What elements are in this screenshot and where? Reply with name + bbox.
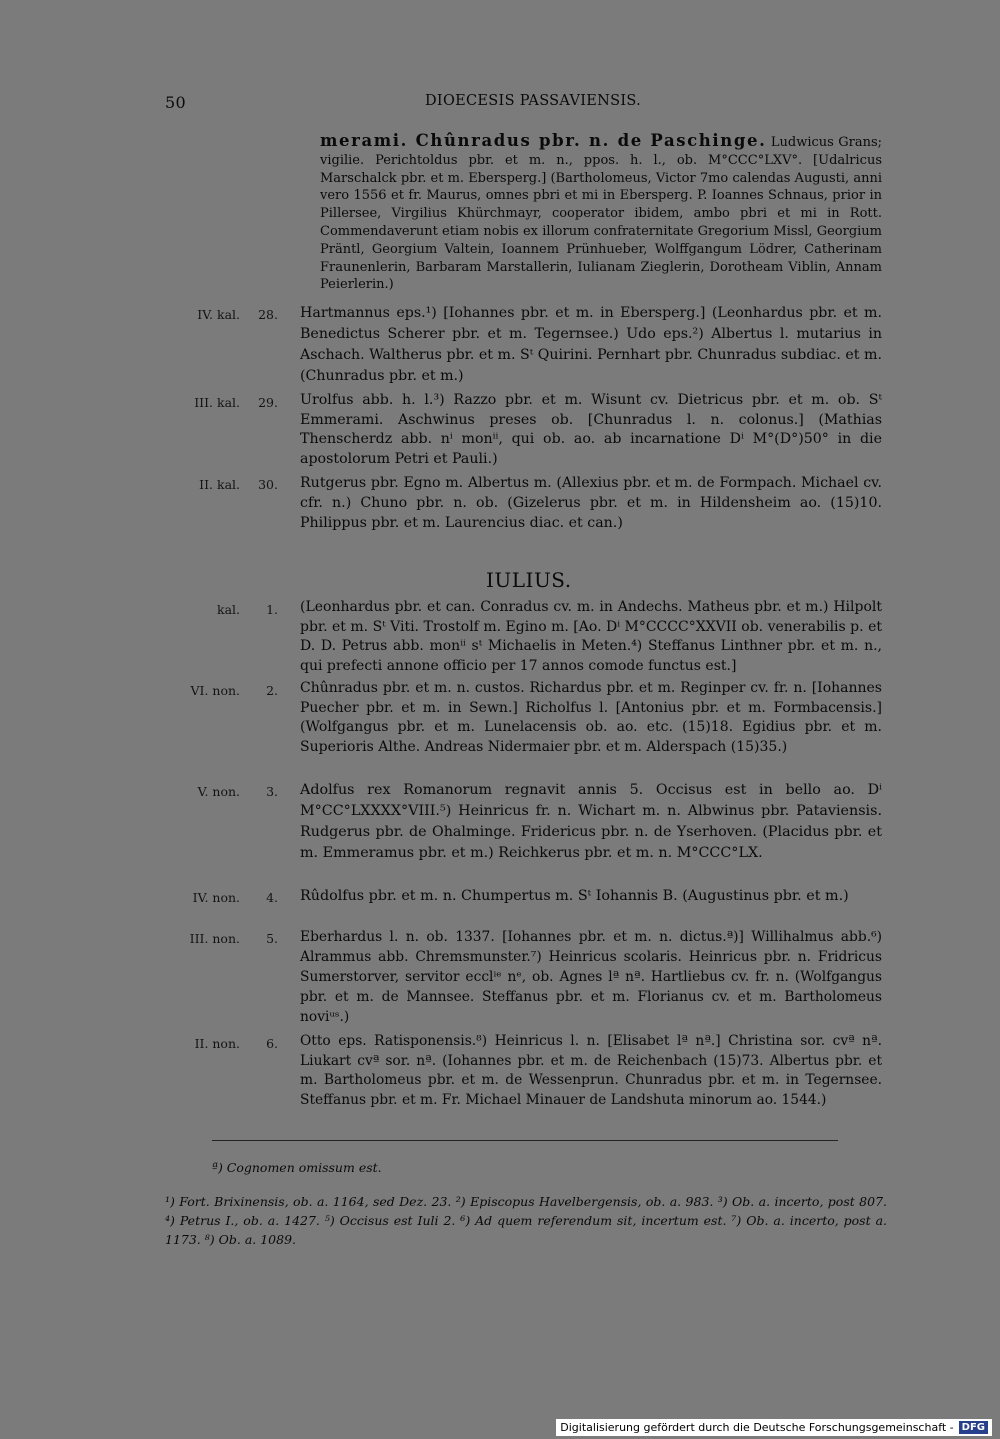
entry-number: 6. <box>266 1036 278 1051</box>
digitization-note: Digitalisierung gefördert durch die Deutsche Forschungsgemeinschaft - <box>560 1421 954 1434</box>
entry-number: 28. <box>258 307 278 322</box>
footnote-letter: ª) Cognomen omissum est. <box>212 1160 382 1175</box>
continuation-body: Ludwicus Grans; vigilie. Perichtoldus pbr. et m. n., ppos. h. l., ob. M°CCC°LXV°. [Udalricus Marschalck pbr. et m. Ebersperg.] (Bartholomeus, Victor 7mo calendas Augusti, anni vero 1556 et fr. Maurus, omnes pbri et mi in Ebersperg. P. Ioannes Schnaus, prior in Pillersee, Virgilius Khürchmayr, cooperator ibidem, ambo pbri et mi in Rott. Commendaverunt etiam nobis ex illorum confraternitate Gregorium Missl, Georgium Präntl, Georgium Valtein, Ioannem Prünhueber, Wolffgangum Lödrer, Catherinam Fraunenlerin, Barbaram Marstallerin, Iulianam Zieglerin, Dorotheam Viblin, Annam Peierlerin.) <box>320 135 882 293</box>
entry-number: 1. <box>266 602 278 617</box>
entry-day: kal. <box>217 602 240 617</box>
continuation-entry <box>320 132 882 294</box>
calendar-entry: Rutgerus pbr. Egno m. Albertus m. (Allexius pbr. et m. de Formpach. Michael cv. cfr. n.) Chuno pbr. n. ob. (Gizelerus pbr. et m. in Hildensheim ao. (15)10. Philippus pbr. et m. Laurencius diac. et can.) <box>300 475 882 531</box>
entry-day: III. non. <box>189 931 240 946</box>
section-title: IULIUS. <box>486 568 572 592</box>
entry-day: V. non. <box>197 784 240 799</box>
calendar-entry: Rûdolfus pbr. et m. n. Chumpertus m. Sᵗ Iohannis B. (Augustinus pbr. et m.) <box>300 888 849 904</box>
running-head: DIOECESIS PASSAVIENSIS. <box>425 93 642 109</box>
entry-number: 3. <box>266 784 278 799</box>
entry-number: 30. <box>258 477 278 492</box>
calendar-entry: Adolfus rex Romanorum regnavit annis 5. Occisus est in bello ao. Dⁱ M°CC°LXXXX°VIII.⁵) Heinricus fr. n. Wichart m. n. Albwinus pbr. Pataviensis. Rudgerus pbr. de Ohalminge. Fridericus pbr. n. de Yserhoven. (Placidus pbr. et m. Emmeramus pbr. et m.) Reichkerus pbr. et m. n. M°CCC°LX. <box>300 782 882 861</box>
continuation-lead: merami. Chûnradus pbr. n. de Paschinge. <box>320 131 767 150</box>
calendar-entry: Chûnradus pbr. et m. n. custos. Richardus pbr. et m. Reginper cv. fr. n. [Iohannes Puecher pbr. et m. in Sewn.] Richolfus l. [Antonius pbr. et m. Formbacensis.] (Wolfgangus pbr. et m. Lunelacensis ob. ao. etc. (15)18. Egidius pbr. et m. Superioris Althe. Andreas Nidermaier pbr. et m. Alderspach (15)35.) <box>300 680 882 755</box>
page-number: 50 <box>165 93 186 112</box>
calendar-entry: Urolfus abb. h. l.³) Razzo pbr. et m. Wisunt cv. Dietricus pbr. et m. ob. Sᵗ Emmerami. Aschwinus preses ob. [Chunradus l. n. colonus.] (Mathias Thenscherdz abb. nⁱ monⁱⁱ, qui ob. ao. ab incarnatione Dⁱ M°(D°)50° in die apostolorum Petri et Pauli.) <box>300 392 882 467</box>
entry-number: 2. <box>266 683 278 698</box>
footnotes: ¹) Fort. Brixinensis, ob. a. 1164, sed Dez. 23. ²) Episcopus Havelbergensis, ob. a. 983. ³) Ob. a. incerto, post 807. ⁴) Petrus I., ob. a. 1427. ⁵) Occisus est Iuli 2. ⁶) Ad quem referendum sit, incertum est. ⁷) Ob. a. incerto, post a. 1173. ⁸) Ob. a. 1089. <box>165 1194 887 1247</box>
entry-day: IV. kal. <box>197 307 240 322</box>
entry-number: 4. <box>266 890 278 905</box>
calendar-entry: Otto eps. Ratisponensis.⁸) Heinricus l. n. [Elisabet lª nª.] Christina sor. cvª nª. Liukart cvª sor. nª. (Iohannes pbr. et m. de Reichenbach (15)73. Albertus pbr. et m. Bartholomeus pbr. et m. de Wessenprun. Chunradus pbr. et m. in Tegernsee. Steffanus pbr. et m. Fr. Michael Minauer de Landshuta minorum ao. 1544.) <box>300 1033 882 1108</box>
entry-number: 29. <box>258 395 278 410</box>
entry-day: IV. non. <box>192 890 240 905</box>
calendar-entry: Eberhardus l. n. ob. 1337. [Iohannes pbr. et m. n. dictus.ª)] Willihalmus abb.⁶) Alrammus abb. Chremsmunster.⁷) Heinricus scolaris. Heinricus pbr. n. Fridricus Sumerstorver, servitor ecclⁱᵉ nᵉ, ob. Agnes lª nª. Hartliebus cv. fr. n. (Wolfgangus pbr. et m. de Mannsee. Steffanus pbr. et m. Florianus cv. et m. Bartholomeus noviᵘˢ.) <box>300 929 882 1025</box>
entry-number: 5. <box>266 931 278 946</box>
calendar-entry: Hartmannus eps.¹) [Iohannes pbr. et m. in Ebersperg.] (Leonhardus pbr. et m. Benedictus Scherer pbr. et m. Tegernsee.) Udo eps.²) Albertus l. mutarius in Aschach. Waltherus pbr. et m. Sᵗ Quirini. Pernhart pbr. Chunradus subdiac. et m. (Chunradus pbr. et m.) <box>300 305 882 384</box>
entry-day: VI. non. <box>190 683 240 698</box>
footnote-divider <box>212 1140 838 1141</box>
digitization-banner <box>556 1419 992 1436</box>
entry-day: II. kal. <box>199 477 240 492</box>
dfg-logo: DFG <box>959 1421 988 1434</box>
entry-day: II. non. <box>194 1036 240 1051</box>
calendar-entry: (Leonhardus pbr. et can. Conradus cv. m. in Andechs. Matheus pbr. et m.) Hilpolt pbr. et m. Sᵗ Viti. Trostolf m. Egino m. [Ao. Dⁱ M°CCCC°XXVII ob. venerabilis p. et D. D. Petrus abb. monⁱⁱ sᵗ Michaelis in Meten.⁴) Steffanus Linthner pbr. et m. n., qui prefecti annone officio per 17 annos comode functus est.] <box>300 599 882 674</box>
entry-day: III. kal. <box>194 395 240 410</box>
